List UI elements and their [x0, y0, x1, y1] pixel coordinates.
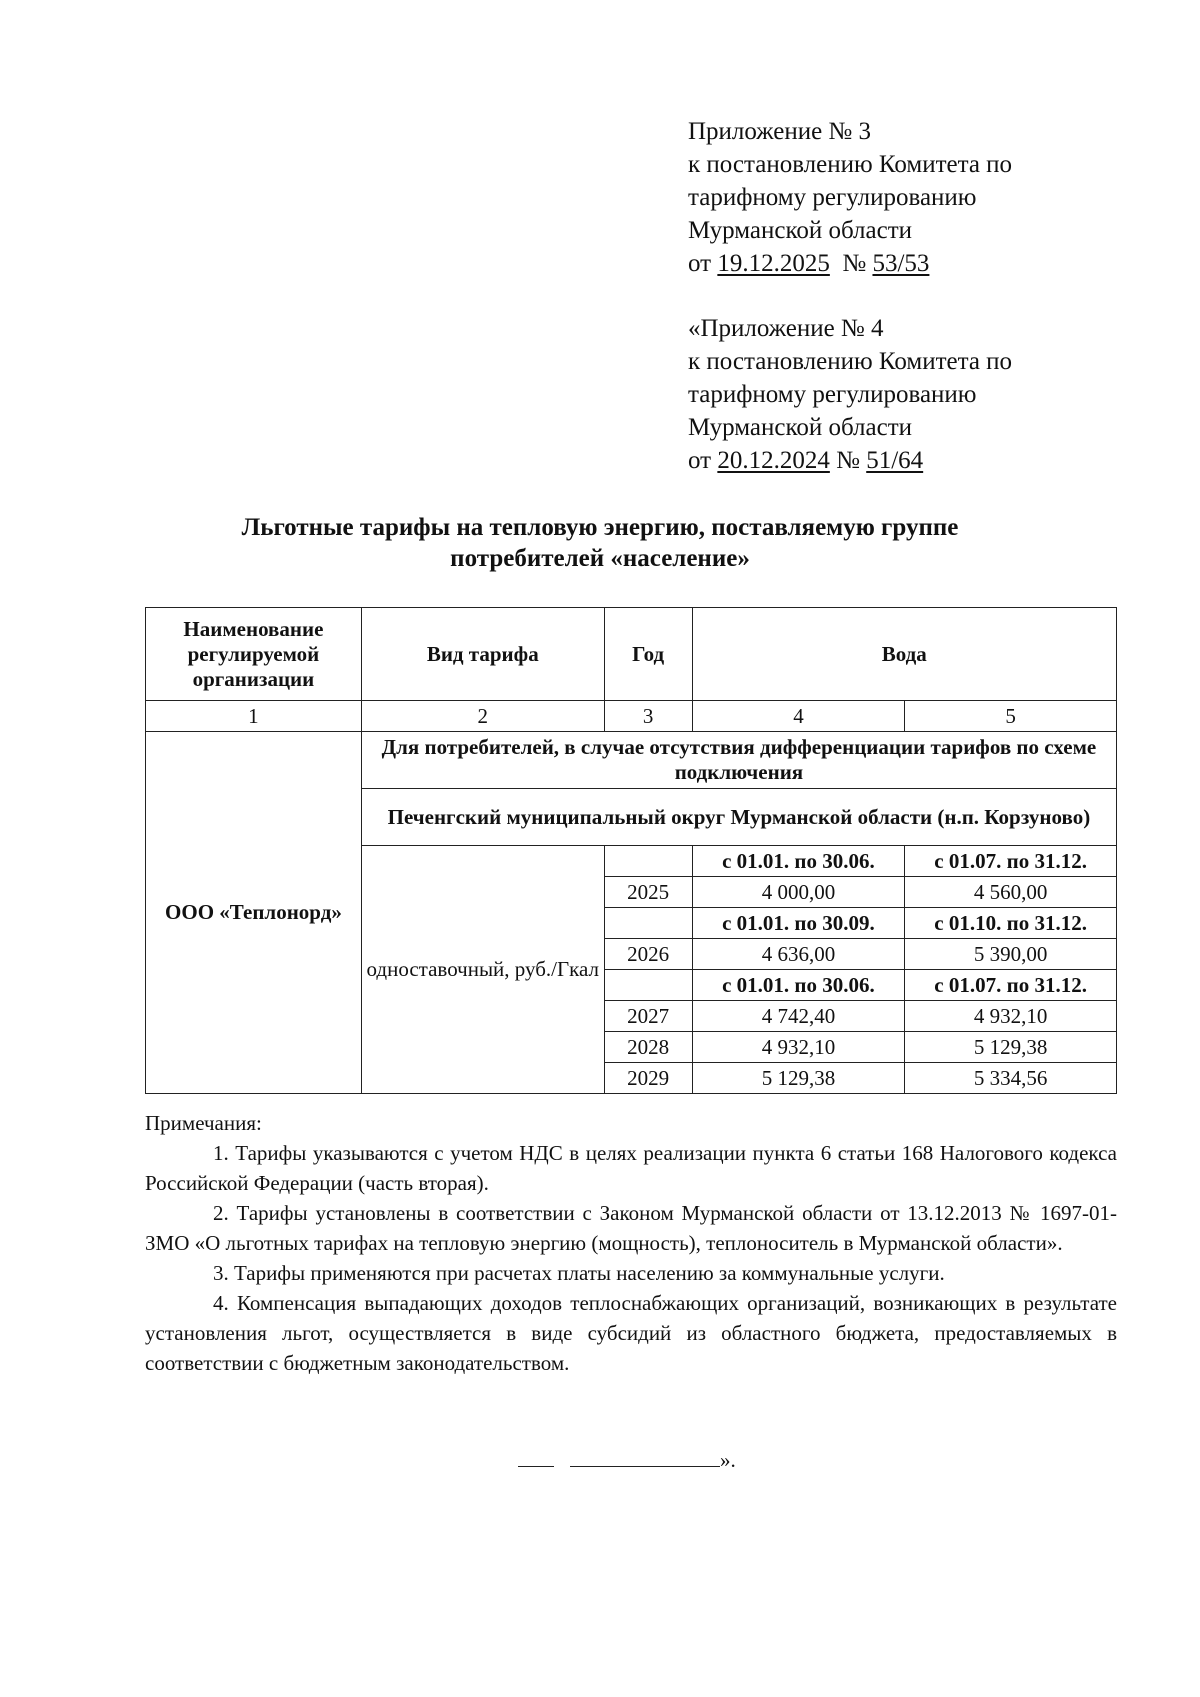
- appendix-3-date-line: [688, 247, 1012, 280]
- year-cell: 2028: [604, 1032, 692, 1063]
- year-cell: 2029: [604, 1063, 692, 1094]
- column-number: 4: [692, 701, 905, 732]
- empty-cell: [604, 908, 692, 939]
- period-first-part: с 01.01. по 30.09.: [692, 908, 905, 939]
- closing-rule-long: [570, 1466, 720, 1467]
- appendix-3-number-prefix: №: [842, 250, 867, 277]
- note-item: 1. Тарифы указываются с учетом НДС в целях реализации пункта 6 статьи 168 Налогового кодекса Российской Федерации (часть вторая).: [145, 1141, 1117, 1195]
- appendix-3-number: 53/53: [872, 250, 930, 277]
- empty-cell: [604, 970, 692, 1001]
- column-number: 3: [604, 701, 692, 732]
- value-second-period: 5 334,56: [905, 1063, 1117, 1094]
- value-first-period: 4 932,10: [692, 1032, 905, 1063]
- year-cell: 2027: [604, 1001, 692, 1032]
- appendix-3-date-prefix: от: [688, 250, 712, 277]
- document-title-line2: потребителей «население»: [450, 545, 750, 572]
- document-title-line1: Льготные тарифы на тепловую энергию, поставляемую группе: [241, 514, 959, 541]
- header-organization: Наименование регулируемой организации: [146, 608, 362, 701]
- period-second-half: с 01.07. по 31.12.: [905, 846, 1117, 877]
- appendix-4-line4: Мурманской области: [688, 414, 913, 441]
- notes-heading: Примечания:: [145, 1111, 262, 1135]
- closing-rule-short: [518, 1466, 554, 1467]
- appendix-4-date-prefix: от: [688, 447, 712, 474]
- column-number: 1: [146, 701, 362, 732]
- appendix-3-line2: к постановлению Комитета по: [688, 151, 1013, 178]
- notes-section: [145, 1108, 1117, 1378]
- year-cell: 2025: [604, 877, 692, 908]
- period-second-part: с 01.10. по 31.12.: [905, 908, 1117, 939]
- tariff-table: [145, 607, 1117, 1094]
- year-cell: 2026: [604, 939, 692, 970]
- appendix-3-block: [688, 115, 1012, 280]
- document-title: [150, 512, 1050, 574]
- column-number: 5: [905, 701, 1117, 732]
- appendix-4-title: «Приложение № 4: [688, 315, 884, 342]
- column-number-row: [146, 701, 1117, 732]
- value-first-period: 4 636,00: [692, 939, 905, 970]
- empty-cell: [604, 846, 692, 877]
- note-item: 2. Тарифы установлены в соответствии с Законом Мурманской области от 13.12.2013 № 1697-01-ЗМО «О льготных тарифах на тепловую энергию (мощность), теплоноситель в Мурманской области».: [145, 1201, 1117, 1255]
- value-second-period: 4 932,10: [905, 1001, 1117, 1032]
- value-first-period: 4 000,00: [692, 877, 905, 908]
- closing-line: [518, 1448, 736, 1473]
- appendix-4-block: [688, 312, 1012, 477]
- period-first-half: с 01.01. по 30.06.: [692, 846, 905, 877]
- appendix-4-date: 20.12.2024: [717, 447, 830, 474]
- period-first-half: с 01.01. по 30.06.: [692, 970, 905, 1001]
- header-tariff-type: Вид тарифа: [361, 608, 604, 701]
- tariff-type: одноставочный, руб./Гкал: [361, 846, 604, 1094]
- closing-quote: ».: [720, 1448, 736, 1472]
- header-water: Вода: [692, 608, 1116, 701]
- section-row: [146, 732, 1117, 789]
- value-second-period: 5 129,38: [905, 1032, 1117, 1063]
- period-second-half: с 01.07. по 31.12.: [905, 970, 1117, 1001]
- value-second-period: 5 390,00: [905, 939, 1117, 970]
- section-municipality: Печенгский муниципальный округ Мурманской области (н.п. Корзуново): [361, 789, 1116, 846]
- note-item: 3. Тарифы применяются при расчетах платы населению за коммунальные услуги.: [213, 1261, 945, 1285]
- note-item: 4. Компенсация выпадающих доходов теплоснабжающих организаций, возникающих в результате установления льгот, осуществляется в виде субсидий из областного бюджета, предоставляемых в соответствии с бюджетным законодательством.: [145, 1291, 1117, 1375]
- appendix-3-date: 19.12.2025: [717, 250, 830, 277]
- appendix-4-date-line: [688, 444, 1012, 477]
- appendix-3-title: Приложение № 3: [688, 118, 872, 145]
- appendix-4-line2: к постановлению Комитета по: [688, 348, 1013, 375]
- appendix-3-line4: Мурманской области: [688, 217, 913, 244]
- appendix-4-number-prefix: №: [836, 447, 860, 474]
- column-number: 2: [361, 701, 604, 732]
- table-header-row: [146, 608, 1117, 701]
- appendix-4-line3: тарифному регулированию: [688, 381, 977, 408]
- organization-name: ООО «Теплонорд»: [146, 732, 362, 1094]
- value-first-period: 4 742,40: [692, 1001, 905, 1032]
- header-year: Год: [604, 608, 692, 701]
- section-consumers: Для потребителей, в случае отсутствия дифференциации тарифов по схеме подключения: [361, 732, 1116, 789]
- appendix-3-line3: тарифному регулированию: [688, 184, 977, 211]
- appendix-4-number: 51/64: [866, 447, 924, 474]
- value-first-period: 5 129,38: [692, 1063, 905, 1094]
- value-second-period: 4 560,00: [905, 877, 1117, 908]
